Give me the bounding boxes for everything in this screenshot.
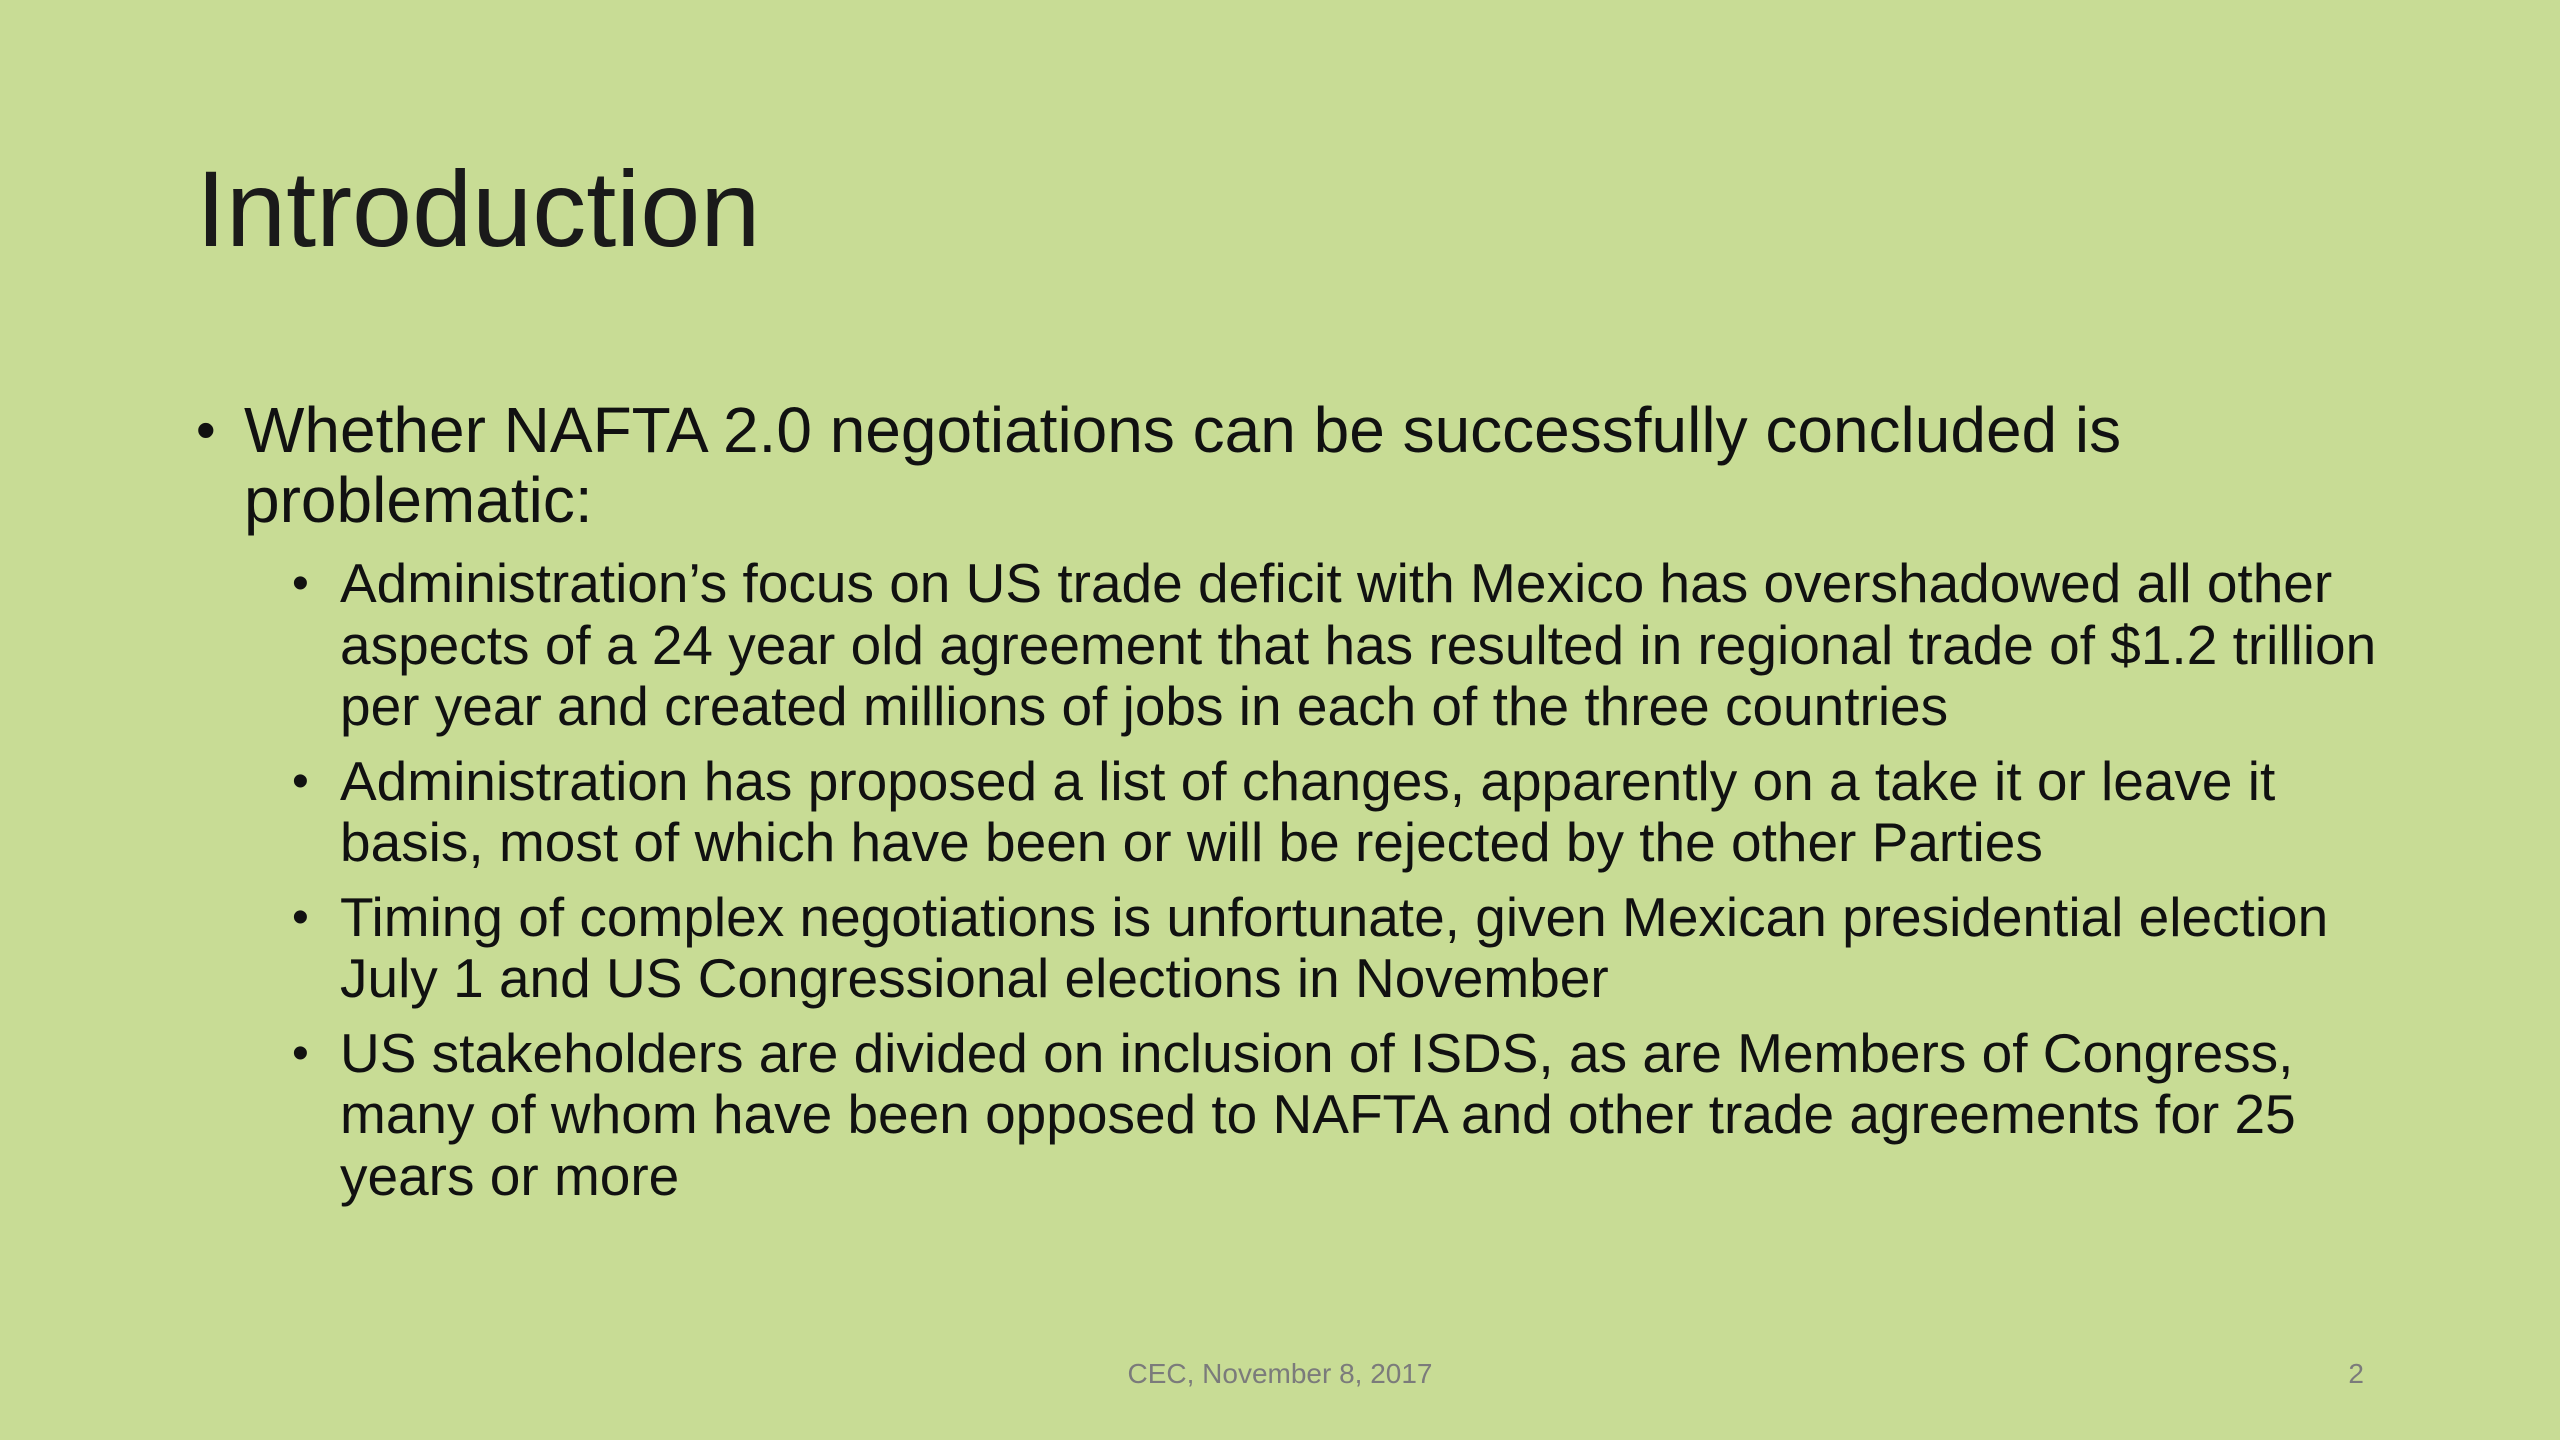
bullet-icon: • (292, 754, 309, 808)
sub-bullet-text: Timing of complex negotiations is unfortunate, given Mexican presidential election July 1 and US Congressional elections in November (340, 885, 2329, 1009)
bullet-icon: • (292, 1026, 309, 1080)
sub-bullet (292, 887, 2386, 1010)
sub-bullet-text: Administration’s focus on US trade deficit with Mexico has overshadowed all other aspects of a 24 year old agreement that has resulted in regional trade of $1.2 trillion per year and created millions of jobs in each of the three countries (340, 552, 2377, 737)
sub-bullet-text: Administration has proposed a list of changes, apparently on a take it or leave it basis, most of which have been or will be rejected by the other Parties (340, 749, 2276, 873)
bullet-icon: • (196, 398, 216, 461)
sub-bullet-list (292, 553, 2386, 1207)
sub-bullet (292, 751, 2386, 874)
slide-title: Introduction (196, 148, 761, 269)
bullet-icon: • (292, 557, 309, 610)
bullet-level-1 (196, 395, 2386, 535)
slide-content (196, 395, 2386, 1220)
sub-bullet (292, 1023, 2386, 1208)
slide-footer: CEC, November 8, 2017 (1127, 1358, 1433, 1389)
bullet-icon: • (292, 890, 309, 944)
bullet-text: Whether NAFTA 2.0 negotiations can be successfully concluded is problematic: (244, 394, 2122, 536)
sub-bullet (292, 553, 2386, 738)
sub-bullet-text: US stakeholders are divided on inclusion of ISDS, as are Members of Congress, many of whom have been opposed to NAFTA and other trade agreements for 25 years or more (340, 1021, 2296, 1207)
slide-number: 2 (2348, 1358, 2364, 1389)
